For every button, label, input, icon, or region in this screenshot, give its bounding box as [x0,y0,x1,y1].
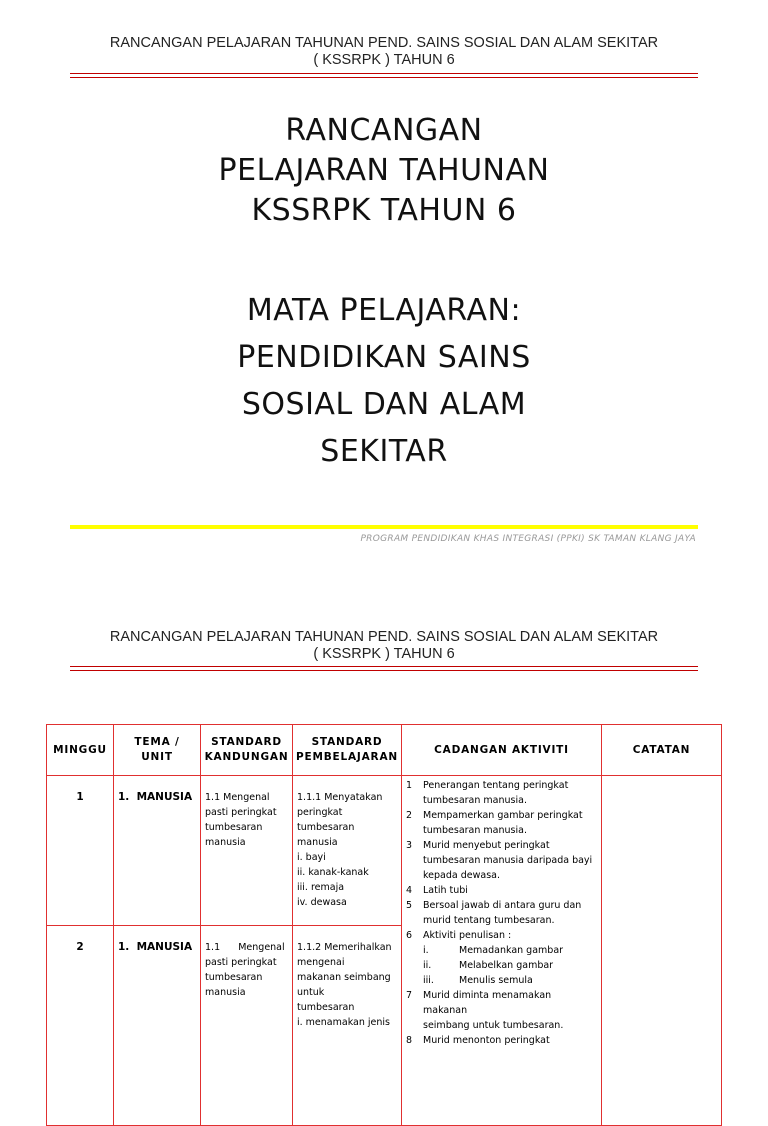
col-header-aktiviti: CADANGAN AKTIVITI [402,725,602,776]
page-footer: PROGRAM PENDIDIKAN KHAS INTEGRASI (PPKI) SK TAMAN KLANG JAYA [360,534,696,544]
list-text [423,778,568,808]
list-text: Aktiviti penulisan : [423,930,512,941]
col-header-text: KANDUNGAN [204,751,289,763]
text-line: iii. remaja [297,882,345,893]
cover-subject-line: PENDIDIKAN SAINS [237,340,531,375]
cell-standard-kandungan [201,926,293,1126]
list-text: Murid menonton peringkat [423,1035,550,1046]
list-number: 5 [406,900,413,911]
sub-list-item [406,943,597,958]
text-line: ii. kanak-kanak [297,867,369,878]
text-line: Murid diminta menamakan makanan [423,990,552,1016]
sub-list-item [406,958,597,973]
cell-minggu: 1 [47,776,114,926]
table-header-row [47,725,722,776]
list-text [423,898,581,928]
text-line: Penerangan tentang peringkat [423,780,569,791]
text-line: tumbesaran manusia daripada bayi [423,855,593,866]
col-header-text: STANDARD [311,736,383,748]
cell-tema [114,776,201,926]
text-line: manusia [205,987,246,998]
sub-list-text: Memadankan gambar [459,945,564,956]
cover-title-line: RANCANGAN [285,113,483,148]
header-divider [70,666,698,671]
sub-list-number: ii. [423,960,432,971]
page-header [70,629,698,663]
cell-standard-pembelajaran [293,776,402,926]
text-line: seimbang untuk tumbesaran. [423,1020,564,1031]
tema-number: 1. [118,791,130,803]
footer-divider [70,525,698,529]
sub-list-text: Melabelkan gambar [459,960,554,971]
list-number: 2 [406,810,413,821]
sub-list-number: i. [423,945,429,956]
list-number: 7 [406,990,413,1001]
sub-list-item [406,973,597,988]
lesson-plan-table [46,724,722,1126]
list-item [406,808,597,838]
text-line: tumbesaran manusia. [423,795,527,806]
text-line: kepada dewasa. [423,870,500,881]
col-header-standard-kandungan [201,725,293,776]
list-text [423,838,592,883]
col-header-minggu: MINGGU [47,725,114,776]
page-header [70,35,698,69]
text-line: tumbesaran manusia. [423,825,527,836]
list-text [423,883,468,898]
list-number: 8 [406,1035,413,1046]
list-item [406,898,597,928]
text-line: 1.1.1 Menyatakan [297,792,383,803]
table-row [47,776,722,926]
header-line-2: ( KSSRPK ) TAHUN 6 [313,52,455,68]
header-line-2: ( KSSRPK ) TAHUN 6 [313,646,455,662]
list-number: 1 [406,780,413,791]
text-line: tumbesaran [205,972,263,983]
cell-standard-pembelajaran [293,926,402,1126]
cover-subject [0,287,768,475]
text-line: 1.1 Mengenal [205,942,285,953]
col-header-text: UNIT [141,751,173,763]
text-line: i. bayi [297,852,326,863]
text-line: tumbesaran [297,822,355,833]
text-line: Mempamerkan gambar peringkat [423,810,583,821]
text-line: manusia [297,837,338,848]
list-item [406,778,597,808]
col-header-text: PEMBELAJARAN [296,751,398,763]
list-item [406,1033,597,1048]
text-line: i. menamakan jenis [297,1017,390,1028]
text-line: 1.1 Mengenal [205,792,270,803]
text-line: untuk [297,987,325,998]
sub-list-text: Menulis semula [459,975,533,986]
col-header-catatan: CATATAN [602,725,722,776]
cover-title [0,111,768,231]
list-item [406,883,597,898]
cell-minggu: 2 [47,926,114,1126]
cover-subject-line: MATA PELAJARAN: [246,293,522,328]
cell-catatan [602,776,722,1126]
sub-list-number: iii. [423,975,434,986]
col-header-text: STANDARD [211,736,282,748]
tema-name: MANUSIA [136,791,193,803]
text-line: makanan seimbang [297,972,391,983]
text-line: pasti peringkat [205,807,277,818]
list-number: 4 [406,885,413,896]
cover-subject-line: SOSIAL DAN ALAM [241,387,527,422]
text-line: mengenai [297,957,345,968]
header-line-1: RANCANGAN PELAJARAN TAHUNAN PEND. SAINS SOSIAL DAN ALAM SEKITAR [109,35,659,51]
cover-title-line: PELAJARAN TAHUNAN [218,153,550,188]
text-line: Bersoal jawab di antara guru dan [423,900,582,911]
cell-tema [114,926,201,1126]
list-number: 3 [406,840,413,851]
text-line: tumbesaran [297,1002,355,1013]
col-header-standard-pembelajaran [293,725,402,776]
cover-title-line: KSSRPK TAHUN 6 [251,193,517,228]
text-line: Latih tubi [423,885,468,896]
cell-standard-kandungan [201,776,293,926]
list-item [406,928,597,943]
tema-number: 1. [118,941,130,953]
text-line: pasti peringkat [205,957,277,968]
list-item [406,988,597,1033]
cover-subject-line: SEKITAR [320,434,448,469]
list-number: 6 [406,930,413,941]
text-line: Murid menyebut peringkat [423,840,550,851]
text-line: manusia [205,837,246,848]
header-divider [70,73,698,78]
text-line: iv. dewasa [297,897,347,908]
list-text [423,988,597,1033]
text-line: tumbesaran [205,822,263,833]
text-line: 1.1.2 Memerihalkan [297,942,392,953]
text-line: peringkat [297,807,343,818]
list-text [423,808,583,838]
col-header-tema [114,725,201,776]
cell-aktiviti [402,776,602,1126]
col-header-text: TEMA / [134,736,180,748]
text-line: murid tentang tumbesaran. [423,915,555,926]
header-line-1: RANCANGAN PELAJARAN TAHUNAN PEND. SAINS SOSIAL DAN ALAM SEKITAR [109,629,659,645]
list-item [406,838,597,883]
tema-name: MANUSIA [136,941,193,953]
